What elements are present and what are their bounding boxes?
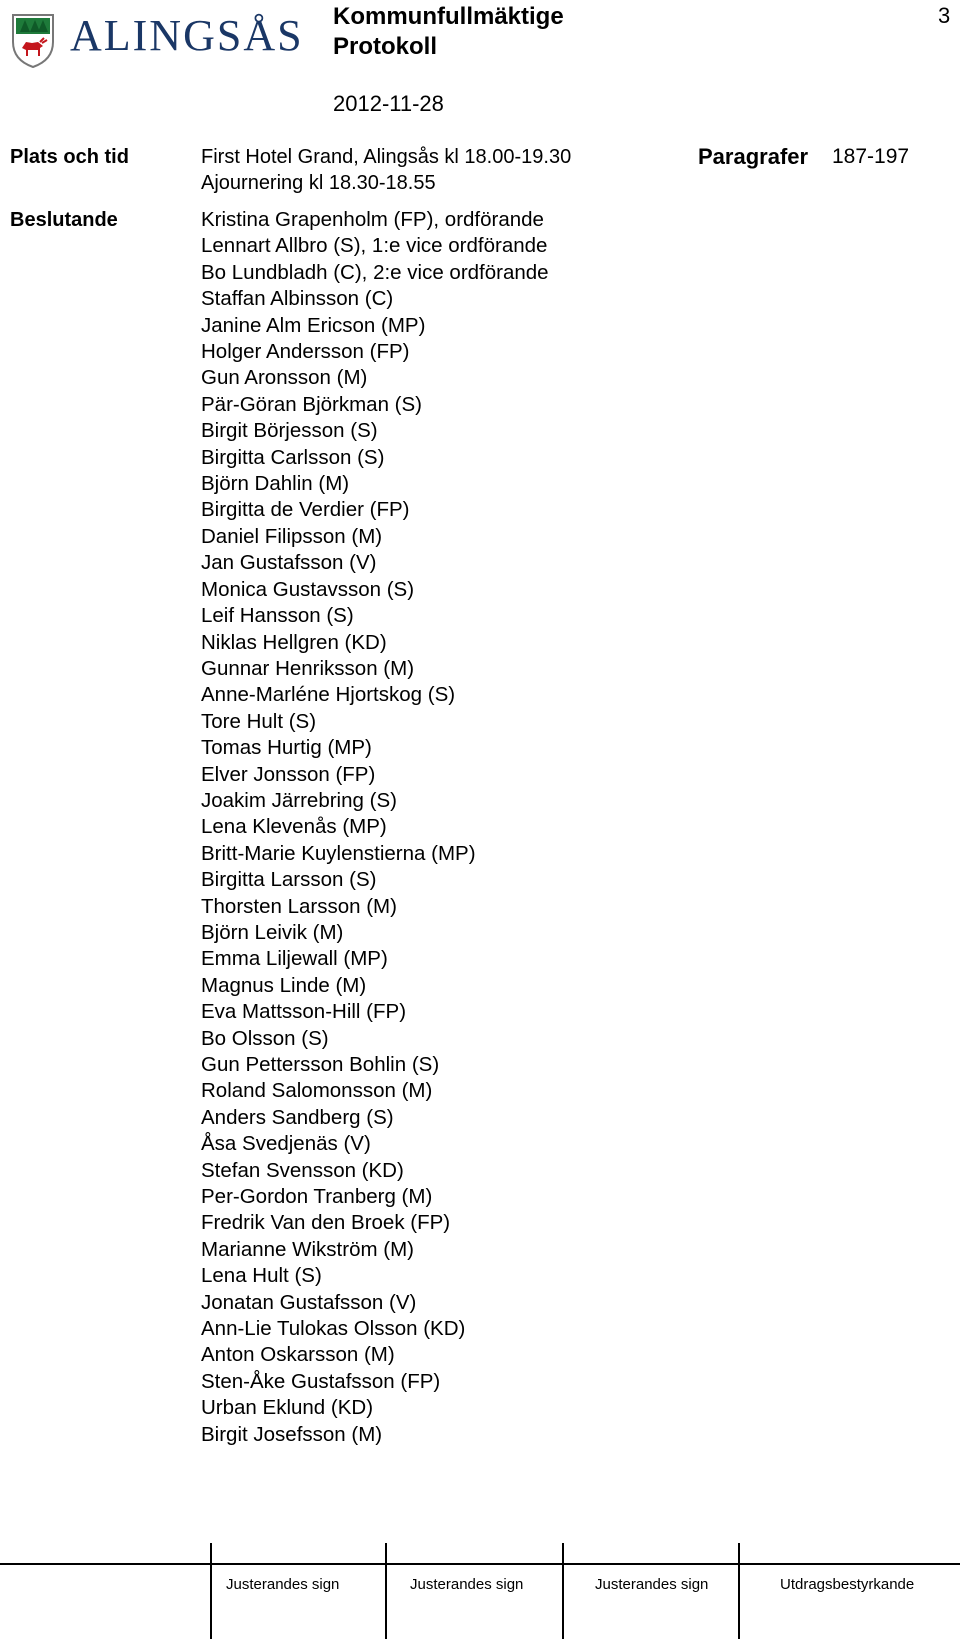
signature-separator <box>210 1543 212 1639</box>
member-list-item: Birgit Börjesson (S) <box>201 419 378 443</box>
member-list-item: Ann-Lie Tulokas Olsson (KD) <box>201 1317 466 1341</box>
member-list-item: Bo Olsson (S) <box>201 1026 329 1050</box>
member-list-item: Janine Alm Ericson (MP) <box>201 313 426 337</box>
paragraphs-label: Paragrafer <box>698 144 809 169</box>
committee-name: Kommunfullmäktige <box>333 3 564 30</box>
member-list-item: Tore Hult (S) <box>201 709 317 733</box>
document-type: Protokoll <box>333 33 438 60</box>
member-list-item: Marianne Wikström (M) <box>201 1237 414 1261</box>
adjuster-sign-label: Justerandes sign <box>226 1576 340 1593</box>
member-list-item: Daniel Filipsson (M) <box>201 524 383 548</box>
member-list-item: Lena Klevenås (MP) <box>201 815 387 839</box>
extract-certification-label: Utdragsbestyrkande <box>780 1576 915 1593</box>
member-list-item: Gun Aronsson (M) <box>201 366 368 390</box>
signature-bar <box>0 1543 960 1639</box>
municipality-logo <box>8 8 304 72</box>
member-list-item: Niklas Hellgren (KD) <box>201 630 387 654</box>
member-list-item: Birgitta Carlsson (S) <box>201 445 385 469</box>
member-list-item: Britt-Marie Kuylenstierna (MP) <box>201 841 476 865</box>
adjuster-sign-label: Justerandes sign <box>595 1576 709 1593</box>
member-list-item: Joakim Järrebring (S) <box>201 788 397 812</box>
member-list-item: Elver Jonsson (FP) <box>201 762 376 786</box>
member-list-item: Birgitta de Verdier (FP) <box>201 498 410 522</box>
member-list-item: Staffan Albinsson (C) <box>201 287 394 311</box>
page-number: 3 <box>938 3 951 28</box>
adjuster-sign-label: Justerandes sign <box>410 1576 524 1593</box>
member-list-item: Roland Salomonsson (M) <box>201 1079 433 1103</box>
signature-separator <box>562 1543 564 1639</box>
coat-of-arms-icon <box>10 12 56 70</box>
member-list-item: Eva Mattsson-Hill (FP) <box>201 1000 407 1024</box>
member-list-item: Gunnar Henriksson (M) <box>201 656 415 680</box>
adjournment-line: Ajournering kl 18.30-18.55 <box>201 172 436 194</box>
member-list-item: Fredrik Van den Broek (FP) <box>201 1211 451 1235</box>
member-list-item: Gun Pettersson Bohlin (S) <box>201 1053 440 1076</box>
member-list-item: Jan Gustafsson (V) <box>201 551 377 575</box>
document-title <box>333 2 564 62</box>
member-list-item: Birgitta Larsson (S) <box>201 868 377 892</box>
member-list-item: Jonatan Gustafsson (V) <box>201 1290 417 1314</box>
member-list-item: Holger Andersson (FP) <box>201 340 410 364</box>
member-list-item: Åsa Svedjenäs (V) <box>201 1132 371 1156</box>
member-list-item: Kristina Grapenholm (FP), ordförande <box>201 208 544 231</box>
place-and-time-label: Plats och tid <box>10 146 129 168</box>
member-list-item: Lena Hult (S) <box>201 1264 322 1288</box>
member-list-item: Monica Gustavsson (S) <box>201 577 415 601</box>
member-list-item: Emma Liljewall (MP) <box>201 947 388 971</box>
signature-divider <box>0 1563 960 1565</box>
member-list-item: Per-Gordon Tranberg (M) <box>201 1185 433 1209</box>
member-list-item: Birgit Josefsson (M) <box>201 1422 383 1446</box>
member-list-item: Stefan Svensson (KD) <box>201 1158 404 1182</box>
paragraphs-value: 187-197 <box>832 145 910 168</box>
member-list-item: Anton Oskarsson (M) <box>201 1343 395 1367</box>
member-list-item: Urban Eklund (KD) <box>201 1396 374 1420</box>
member-list-item: Lennart Allbro (S), 1:e vice ordförande <box>201 234 548 258</box>
member-list-item: Magnus Linde (M) <box>201 973 367 997</box>
member-list-item: Thorsten Larsson (M) <box>201 894 397 918</box>
member-list-item: Sten-Åke Gustafsson (FP) <box>201 1369 441 1393</box>
signature-separator <box>738 1543 740 1639</box>
logo-wordmark: ALINGSÅS <box>70 11 304 60</box>
member-list-item: Leif Hansson (S) <box>201 604 354 628</box>
member-list-item: Björn Leivik (M) <box>201 920 344 944</box>
member-list-item: Anders Sandberg (S) <box>201 1105 394 1129</box>
place-line: First Hotel Grand, Alingsås kl 18.00-19.30 <box>201 146 572 168</box>
signature-separator <box>385 1543 387 1639</box>
member-list-item: Tomas Hurtig (MP) <box>201 736 372 760</box>
place-and-time-value <box>201 144 571 196</box>
member-list-item: Bo Lundbladh (C), 2:e vice ordförande <box>201 260 549 284</box>
decision-makers-label: Beslutande <box>10 209 118 231</box>
member-list-item: Anne-Marléne Hjortskog (S) <box>201 683 456 707</box>
member-list-item: Björn Dahlin (M) <box>201 472 350 496</box>
decision-makers-list <box>201 207 549 1448</box>
meeting-date: 2012-11-28 <box>333 91 444 116</box>
member-list-item: Pär-Göran Björkman (S) <box>201 392 423 416</box>
